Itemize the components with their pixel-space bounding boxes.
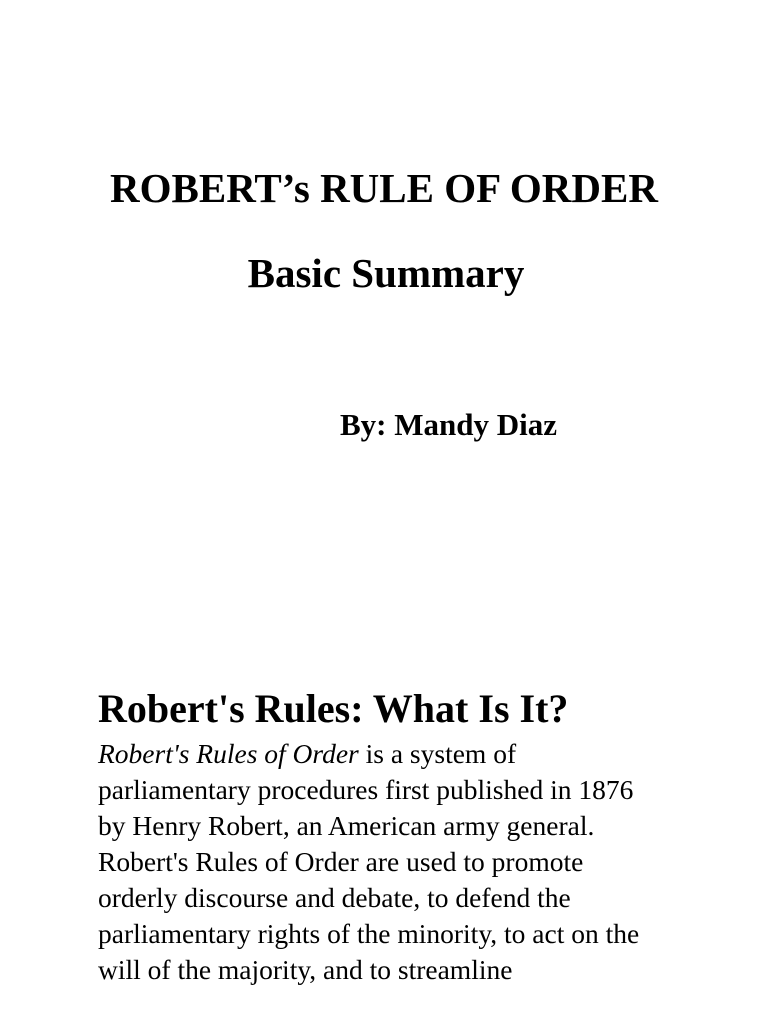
document-subtitle: Basic Summary <box>247 250 525 296</box>
author-byline: By: Mandy Diaz <box>340 407 557 442</box>
document-title: ROBERT’s RULE OF ORDER <box>110 165 658 211</box>
body-paragraph-1-text: is a system of parliamentary procedures first published in 1876 by Henry Robert, an American army general. <box>98 738 634 841</box>
section-heading: Robert's Rules: What Is It? <box>98 686 569 731</box>
body-paragraph-1 <box>98 736 658 844</box>
book-title-italic: Robert's Rules of Order <box>98 738 359 769</box>
body-paragraph-2: Robert's Rules of Order are used to promote orderly discourse and debate, to defend the parliamentary rights of the minority, to act on the will of the majority, and to streamline <box>98 846 640 985</box>
section-body <box>98 736 658 988</box>
content-slide <box>0 640 768 1024</box>
